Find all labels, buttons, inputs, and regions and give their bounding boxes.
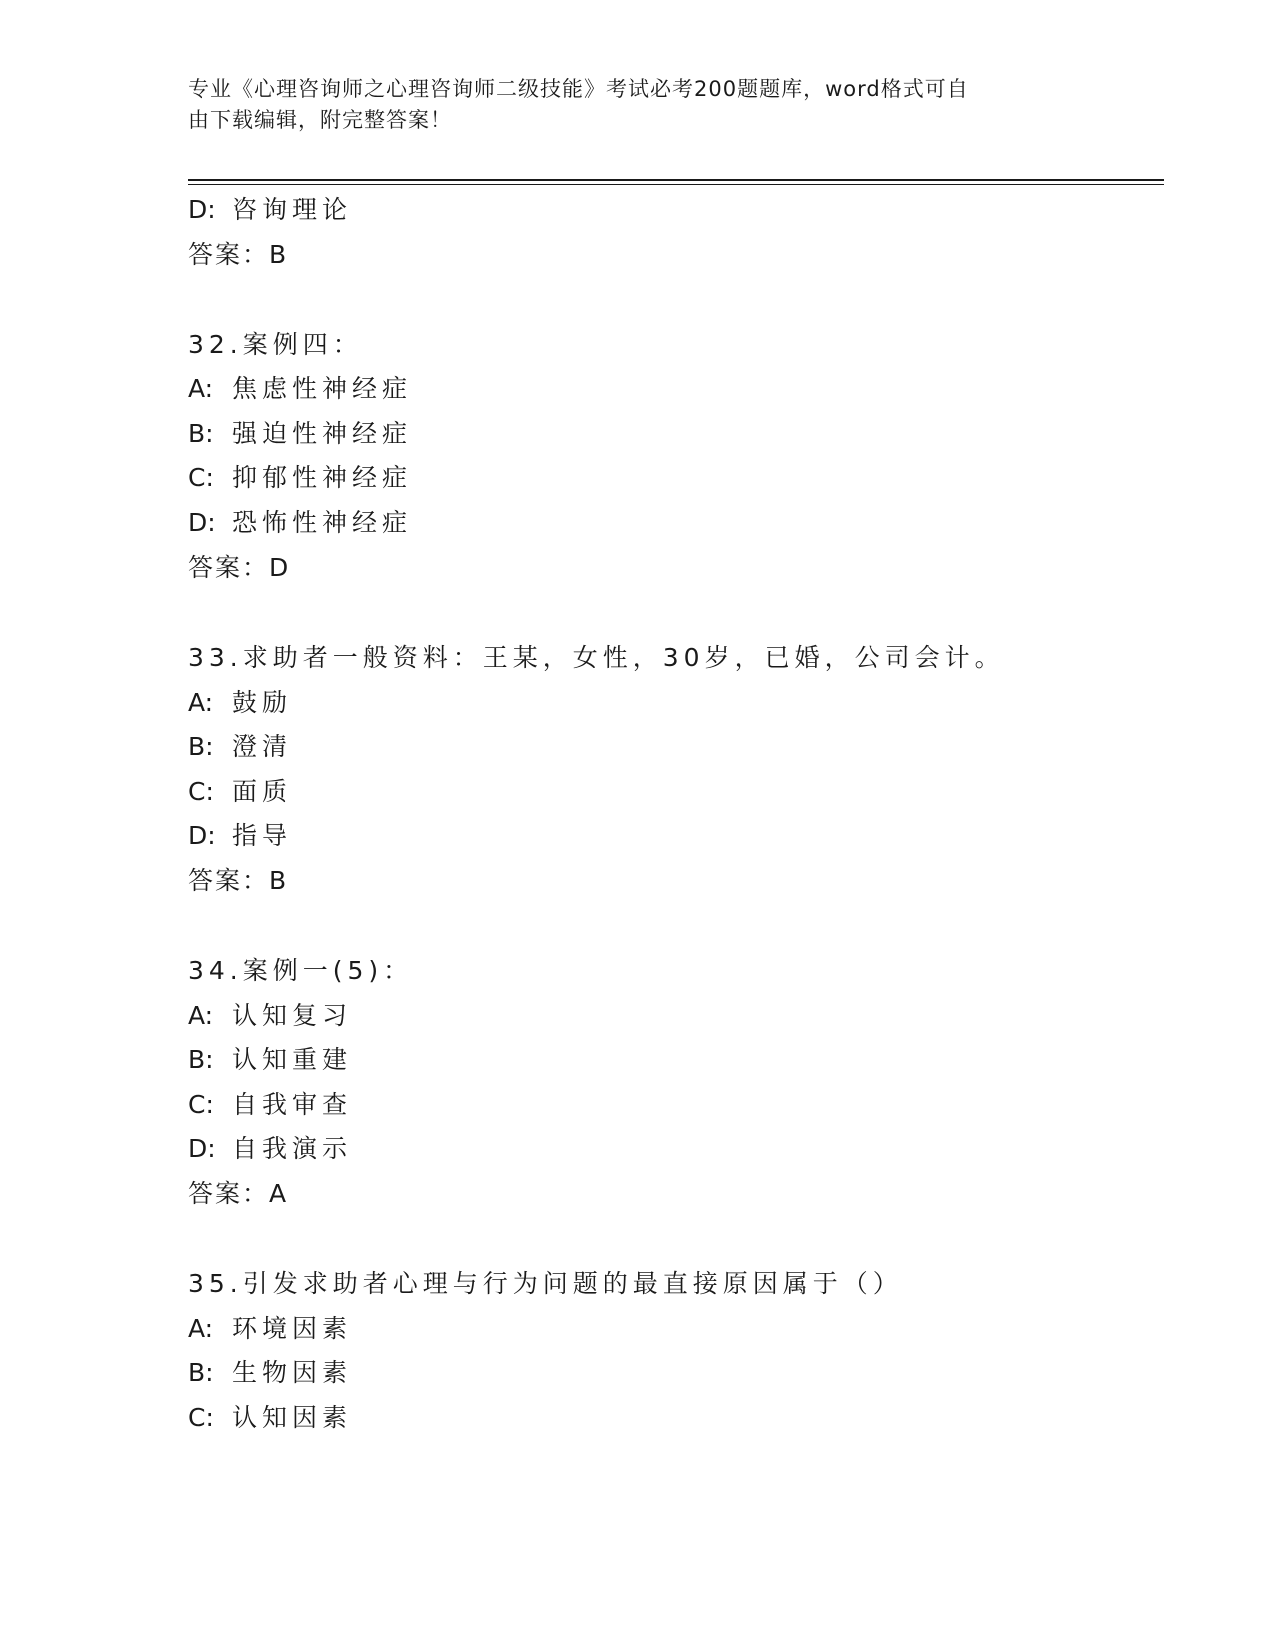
option-label: A: [188,374,214,403]
option-d [188,821,292,851]
option-d [188,508,412,538]
option-b [188,1358,352,1388]
option-text: 焦虑性神经症 [232,374,413,403]
option-text: 恐怖性神经症 [232,508,413,537]
question-stem: 34.案例一(5)： [188,956,414,985]
option-label: D: [188,508,216,537]
option-a [188,1001,352,1031]
option-a [188,688,292,718]
option-text: 环境因素 [232,1314,353,1343]
header-line-2: 由下载编辑，附完整答案！ [188,108,452,132]
option-b [188,1045,352,1075]
option-c [188,463,412,493]
question-stem: 33.求助者一般资料：王某，女性，30岁，已婚，公司会计。 [188,643,1005,672]
option-b [188,419,412,449]
option-text: 抑郁性神经症 [232,463,413,492]
answer-line: 答案：B [188,240,289,269]
option-label: C: [188,777,214,806]
option-d [188,1134,352,1164]
option-text: 认知复习 [232,1001,353,1030]
question-stem: 32.案例四： [188,330,363,359]
option-text: 认知因素 [232,1403,353,1432]
option-c [188,1403,352,1433]
option-label: C: [188,1090,214,1119]
question-stem: 35.引发求助者心理与行为问题的最直接原因属于（） [188,1269,903,1298]
option-text: 澄清 [232,732,293,761]
option-label: B: [188,1358,214,1387]
header-line-1: 专业《心理咨询师之心理咨询师二级技能》考试必考200题题库，word格式可自 [188,77,969,101]
option-text: 生物因素 [232,1358,353,1387]
option-text: 认知重建 [232,1045,353,1074]
option-text: 自我演示 [232,1134,353,1163]
option-label: A: [188,688,214,717]
option-c [188,1090,352,1120]
header-rule-thick [188,179,1164,181]
answer-line: 答案：D [188,553,291,582]
option-d [188,195,352,225]
option-label: D: [188,1134,216,1163]
option-label: C: [188,1403,214,1432]
option-label: B: [188,419,214,448]
answer-line: 答案：B [188,866,289,895]
option-label: C: [188,463,214,492]
document-header [188,74,1088,136]
option-label: D: [188,821,216,850]
option-text: 鼓励 [232,688,293,717]
option-text: 自我审查 [232,1090,353,1119]
option-c [188,777,292,807]
answer-line: 答案：A [188,1179,289,1208]
option-label: B: [188,732,214,761]
option-label: D: [188,195,216,224]
option-label: B: [188,1045,214,1074]
option-label: A: [188,1001,214,1030]
option-b [188,732,292,762]
option-text: 咨询理论 [232,195,353,224]
option-text: 强迫性神经症 [232,419,413,448]
option-text: 面质 [232,777,293,806]
option-a [188,374,412,404]
option-text: 指导 [232,821,293,850]
option-a [188,1314,352,1344]
option-label: A: [188,1314,214,1343]
header-rule-thin [188,184,1164,185]
